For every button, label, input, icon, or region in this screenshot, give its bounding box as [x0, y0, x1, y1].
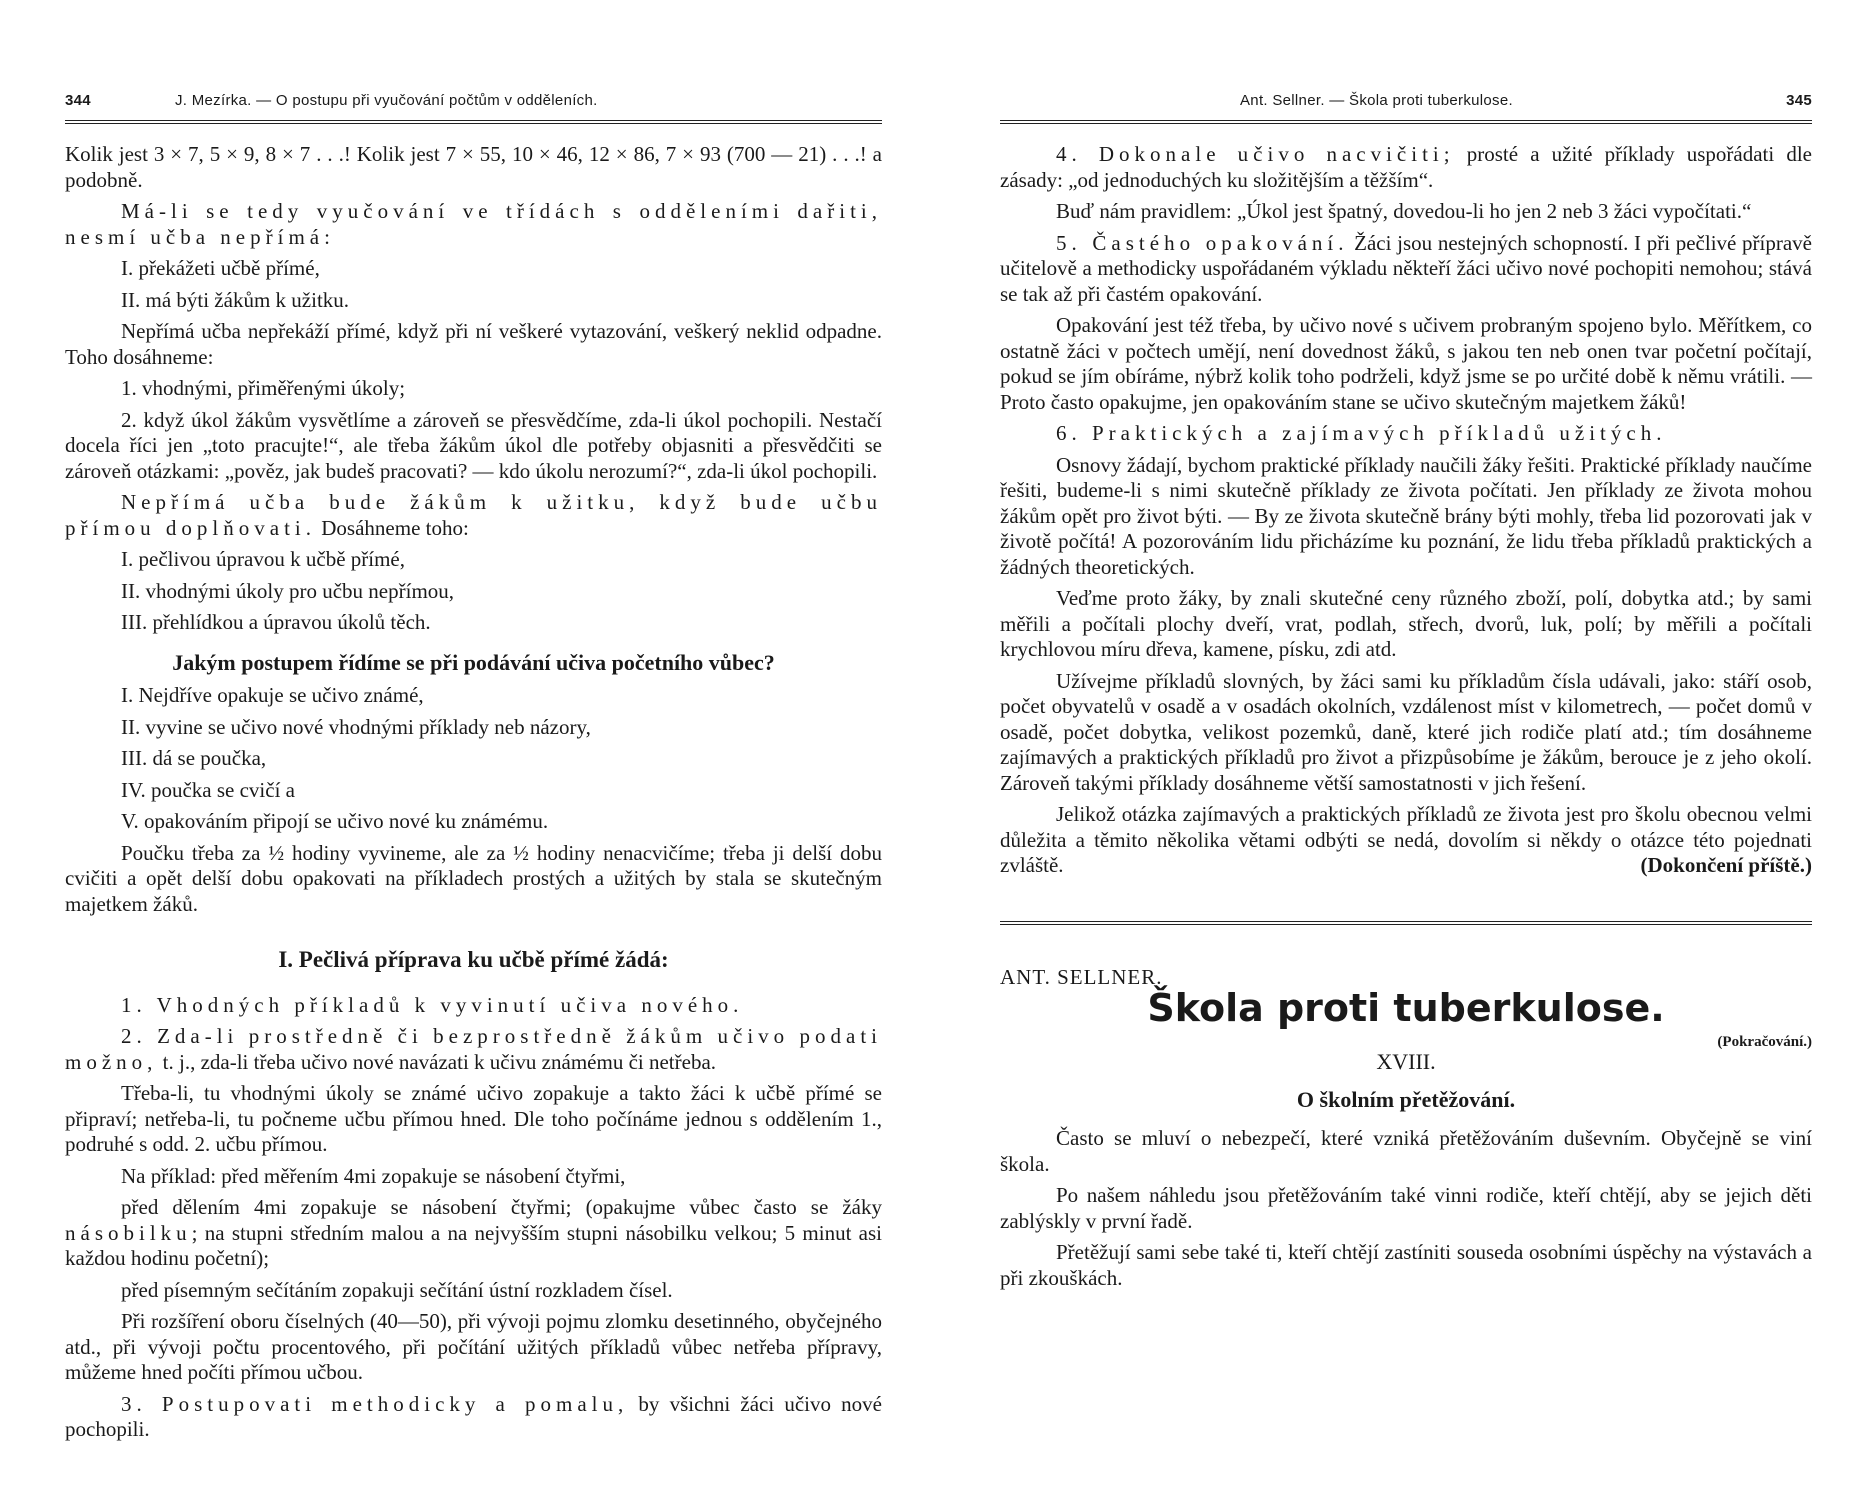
list-item: II. vhodnými úkoly pro učbu nepřímou, — [121, 578, 455, 603]
list-item: 6. Praktických a zajímavých příkladů užitých. — [1056, 421, 1667, 445]
paragraph: Má-li se tedy vyučování ve třídách s odděleními dařiti, nesmí učba nepřímá: — [65, 199, 882, 249]
text-run: před dělením 4mi zopakuje se násobení čtyřmi; (opakujme vůbec často se žáky — [121, 1195, 882, 1219]
text-run: t. j., zda-li třeba učivo nové navázati k učivu známému či netřeba. — [157, 1049, 717, 1074]
paragraph: Třeba-li, tu vhodnými úkoly se známé učivo zopakuje a takto žáci k učbě přímé se připraví; netřeba-li, tu počneme učbu přímou hned. Dle toho počínáme jednou s oddělením 1., podruhé s odd. 2. učbu přímou. — [65, 1081, 882, 1156]
spaced-emphasis: 5. Častého opakování. — [1056, 230, 1349, 255]
list-item: II. vyvine se učivo nové vhodnými příklady neb názory, — [121, 714, 591, 739]
paragraph: Často se mluví o nebezpečí, které vzniká přetěžováním duševním. Obyčejně se viní škola. — [1000, 1126, 1812, 1176]
part-number: XVIII. — [1376, 1049, 1436, 1074]
section-title: O školním přetěžování. — [1296, 1086, 1516, 1112]
list-item: I. Nejdříve opakuje se učivo známé, — [121, 683, 424, 707]
left-running-title: J. Mezírka. — O postupu při vyučování počtům v odděleních. — [175, 92, 598, 109]
right-page-number: 345 — [1786, 92, 1812, 109]
spaced-emphasis: Nepřímá učba bude žákům k užitku, když bude učbu přímou doplňovati. — [65, 490, 882, 540]
section-heading: Jakým postupem řídíme se při podávání učiva početního vůbec? — [172, 649, 775, 675]
article-title: Škola proti tuberkulose. — [1147, 986, 1665, 1030]
paragraph: Po našem náhledu jsou přetěžováním také vinni rodiče, kteří chtějí, aby se jejich děti zablýskly v první řadě. — [1000, 1183, 1812, 1233]
text-run: Dosáhneme toho: — [316, 515, 469, 540]
article-separator-rule — [1000, 921, 1812, 925]
list-item: 1. Vhodných příkladů k vyvinutí učiva nového. — [121, 992, 744, 1017]
right-header-rule — [1000, 120, 1812, 124]
list-item: 1. vhodnými, přiměřenými úkoly; — [121, 376, 406, 400]
list-item: IV. poučka se cvičí a — [121, 777, 295, 802]
paragraph — [1000, 231, 1812, 308]
left-header-rule — [65, 120, 882, 124]
paragraph — [65, 1392, 882, 1443]
text-run: Jelikož otázka zajímavých a praktických příkladů ze života jest pro školu obecnou velmi důležita a těmito několika větami odbýti se nedá, dovolím si někdy o otázce této pojednati zvláště. — [1000, 802, 1818, 877]
spaced-emphasis: 2. Zda-li prostředně či bezprostředně žákům učivo podati možno, — [65, 1024, 882, 1074]
paragraph — [65, 1195, 882, 1272]
spaced-emphasis: 4. Dokonale učivo nacvičiti; — [1056, 142, 1455, 166]
section-heading: I. Pečlivá příprava ku učbě přímé žádá: — [278, 947, 669, 972]
paragraph — [65, 490, 882, 541]
left-running-head — [65, 84, 882, 120]
text-run: Žáci jsou nestejných schopností. I při pečlivé přípravě učitelově a methodicky uspořádaném výkladu někteří žáci učivo nové pochopiti nemohou; stává se tak až při častém opakování. — [1000, 230, 1812, 306]
list-item: III. dá se poučka, — [121, 746, 267, 770]
paragraph: Poučku třeba za ½ hodiny vyvineme, ale za ½ hodiny nenacvičíme; třeba ji delší dobu cvičiti a opět delší dobu opakovati na příkladech prostých a užitých by stala se skutečným majetkem žáků. — [65, 840, 882, 916]
paragraph: Přetěžují sami sebe také ti, kteří chtějí zastíniti souseda osobními úspěchy na výstavách a při zkouškách. — [1000, 1240, 1812, 1290]
left-page-number: 344 — [65, 92, 91, 109]
paragraph: Na příklad: před měřením 4mi zopakuje se násobení čtyřmi, — [121, 1163, 626, 1188]
right-page — [1000, 0, 1818, 1297]
article-author: ANT. SELLNER. — [1000, 964, 1163, 989]
list-item: II. má býti žákům k užitku. — [121, 287, 350, 312]
right-body-text — [1000, 142, 1818, 1291]
text-run: prosté a užité příklady uspořádati dle zásady: „od jednoduchých ku složitějším a těžším“. — [1000, 142, 1812, 192]
paragraph: 2. když úkol žákům vysvětlíme a zároveň se přesvědčíme, zda-li úkol pochopili. Nestačí docela říci jen „toto pracujte!“, ale třeba žákům úkol dle potřeby objasniti a přesvědčiti se zároveň otázkami: „pověz, jak budeš pracovati? — kdo úkolu nerozumí?“, zda-li úkol pochopili. — [65, 407, 882, 483]
list-item: I. pečlivou úpravou k učbě přímé, — [121, 547, 405, 571]
spaced-emphasis: 3. Postupovati methodicky a pomalu, — [121, 1391, 629, 1416]
paragraph: Užívejme příkladů slovných, by žáci sami ku příkladům čísla udávali, jako: stáří osob, počet obyvatelů v osadě a v osadách okolních, vzdálenost míst v kilometrech, — počet domů v osadě, počet dobytka, velikost pozemků, daně, které jich rodiče platí atd.; tím dosáhneme zajímavých a praktických příkladů pro život a přizpůsobíme je žákům, berouce je z jeho okolí. Zároveň takými příklady dosáhneme větší samostatnosti v jich řešení. — [1000, 668, 1812, 795]
paragraph: Opakování jest též třeba, by učivo nové s učivem probraným spojeno bylo. Měřítkem, co ostatně žáci v počtech umějí, není dovednost žáků, s jakou ten neb onen tvar početní počítají, pokud se jím obíráme, nýbrž kolik toho podrželi, když jsme se po určité době k němu vrátili. — Proto často opakujme, jen opakováním stane se učivo skutečným majetkem žáků! — [1000, 313, 1812, 414]
list-item: I. překážeti učbě přímé, — [121, 256, 320, 280]
paragraph: Při rozšíření oboru číselných (40—50), při vývoji pojmu zlomku desetinného, obyčejného atd., při vývoji počtu procentového, při počítání užitých příkladů vůbec netřeba přípravy, můžeme hned počíti přímou učbou. — [65, 1309, 882, 1384]
paragraph — [1000, 802, 1818, 879]
left-page — [65, 0, 882, 1449]
spaced-emphasis: násobilku — [65, 1220, 192, 1245]
paragraph: před písemným sečítáním zopakuji sečítání ústní rozkladem čísel. — [121, 1277, 673, 1302]
continuation-note: (Pokračování.) — [1717, 1033, 1812, 1050]
text-run: ; na stupni středním malou a na nejvyšším stupni násobilku velkou; 5 minut asi každou hodinu početní); — [65, 1220, 882, 1270]
right-running-head — [1000, 84, 1812, 120]
left-body-text — [65, 142, 882, 1443]
continued-note: (Dokončení příště.) — [1640, 853, 1812, 877]
paragraph — [65, 1024, 882, 1075]
paragraph: Kolik jest 3 × 7, 5 × 9, 8 × 7 . . .! Kolik jest 7 × 55, 10 × 46, 12 × 86, 7 × 93 (700 — 21) . . .! a podobně. — [65, 142, 882, 192]
paragraph: Osnovy žádají, bychom praktické příklady naučili žáky řešiti. Praktické příklady naučíme řešiti, budeme-li s nimi skutečně příklady ze života počítati. Jen příklady ze života mohou žákům opět pro život býti. — By ze života skutečně brány býti mohly, třeba lid pozorovati jak v životě počítá! A pozorováním lidu přicházíme ku poznání, že lidu třeba příkladů praktických a žádných theoretických. — [1000, 452, 1812, 579]
paragraph: Veďme proto žáky, by znali skutečné ceny různého zboží, polí, dobytka atd.; by sami měřili a počítali plochy dveří, vrat, podlah, střech, dvorů, luk, polí; by měřili a počítali krychlovou míru dřeva, kamene, písku, zdi atd. — [1000, 586, 1812, 661]
list-item: III. přehlídkou a úpravou úkolů těch. — [121, 610, 431, 634]
paragraph: Buď nám pravidlem: „Úkol jest špatný, dovedou-li ho jen 2 neb 3 žáci vypočítati.“ — [1056, 199, 1752, 223]
paragraph — [1000, 142, 1812, 193]
text-run: by všichni žáci učivo nové pochopili. — [65, 1391, 882, 1441]
paragraph: Nepřímá učba nepřekáží přímé, když při ní veškeré vytazování, veškerý neklid odpadne. Toho dosáhneme: — [65, 319, 882, 369]
list-item: V. opakováním připojí se učivo nové ku známému. — [121, 809, 549, 833]
right-running-title: Ant. Sellner. — Škola proti tuberkulose. — [1240, 92, 1513, 109]
